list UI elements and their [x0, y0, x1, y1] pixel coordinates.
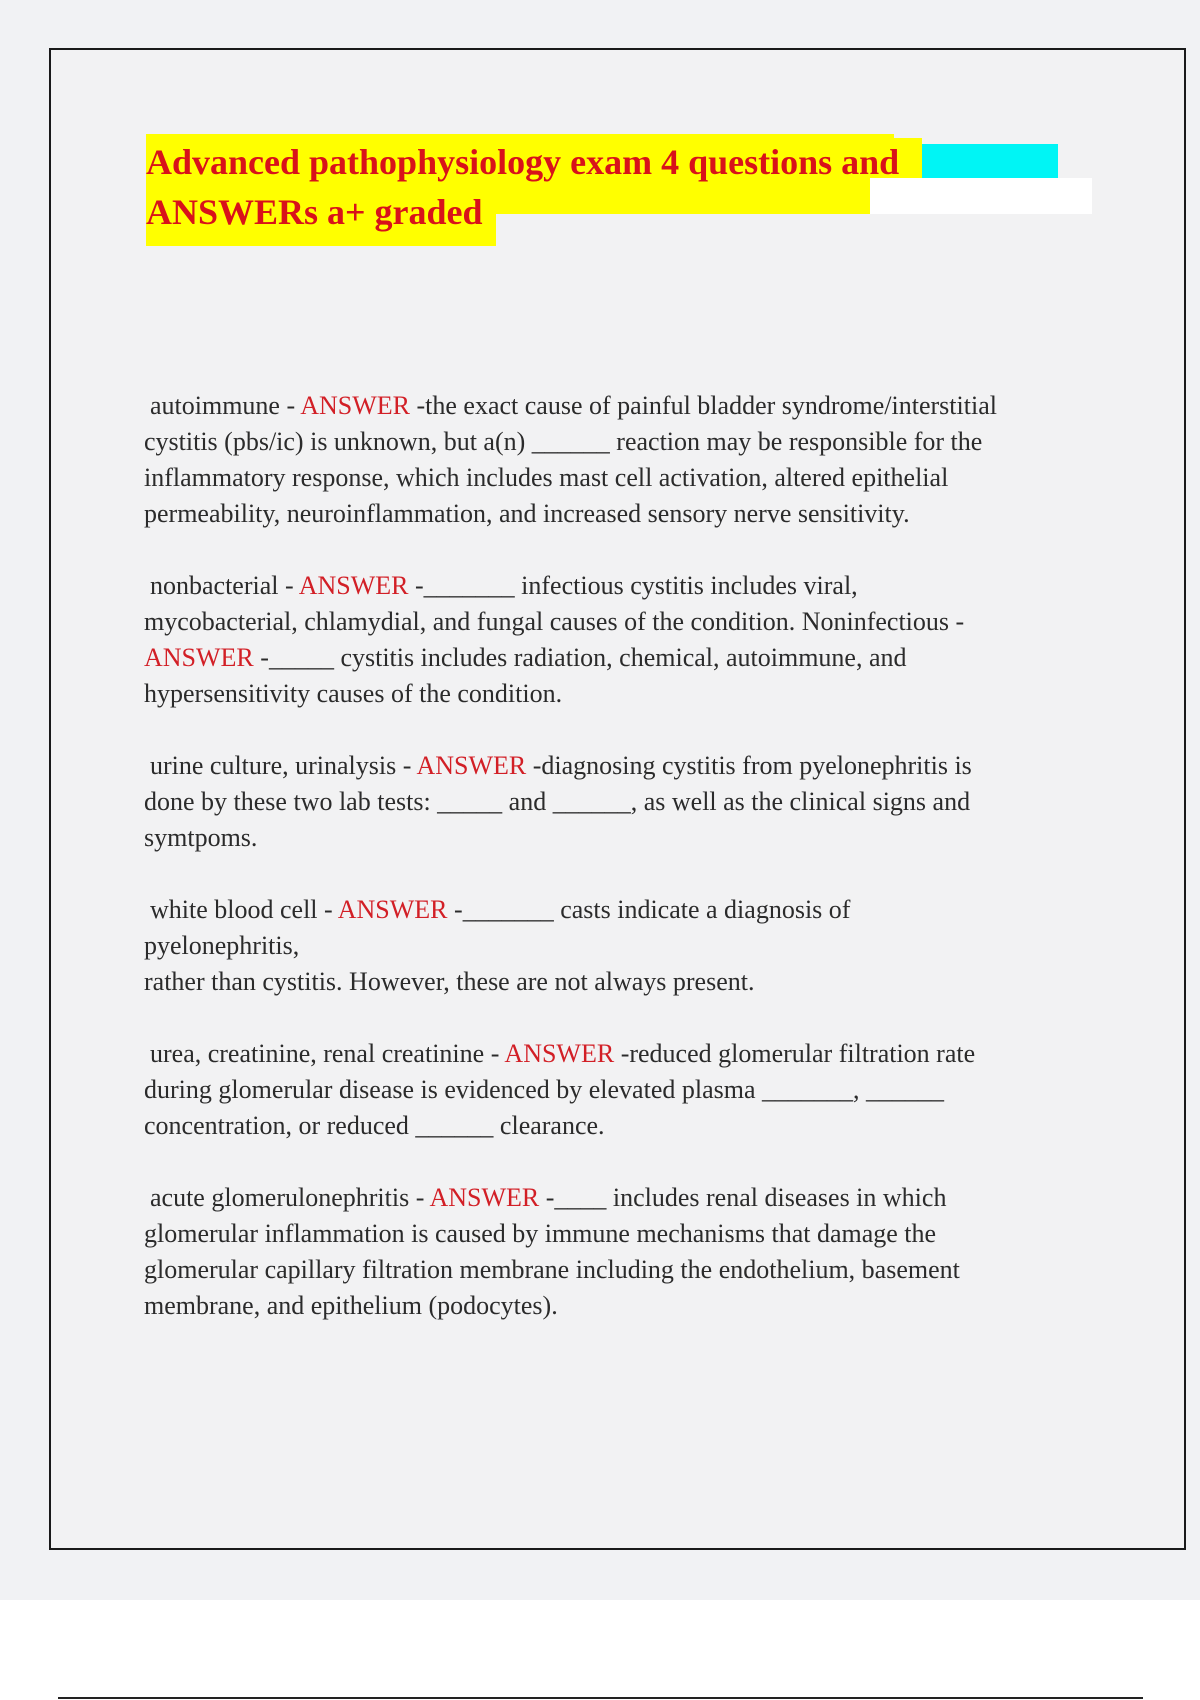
qa-sep: -	[278, 571, 299, 600]
qa-first-line	[144, 1036, 1074, 1072]
qa-text: -diagnosing cystitis from pyelonephritis is	[526, 751, 972, 780]
qa-sep: -	[409, 1183, 430, 1212]
qa-line: done by these two lab tests: _____ and ______, as well as the clinical signs and	[144, 787, 971, 816]
qa-term: acute glomerulonephritis	[150, 1183, 410, 1212]
qa-sep: -	[317, 895, 338, 924]
qa-sep: -	[396, 751, 417, 780]
qa-list	[144, 388, 1074, 1360]
answer-keyword: ANSWER	[300, 391, 410, 420]
qa-item	[144, 1180, 1074, 1324]
qa-item	[144, 568, 1074, 712]
qa-line: glomerular inflammation is caused by immune mechanisms that damage the	[144, 1219, 937, 1248]
answer-keyword: ANSWER	[298, 571, 409, 600]
qa-line: cystitis (pbs/ic) is unknown, but a(n) ______ reaction may be responsible for the	[144, 427, 983, 456]
qa-line: glomerular capillary filtration membrane including the endothelium, basement	[144, 1255, 960, 1284]
qa-first-line	[144, 568, 1074, 604]
answer-keyword: ANSWER	[416, 751, 527, 780]
qa-line	[144, 640, 1074, 676]
qa-first-line	[144, 748, 1074, 784]
qa-line: membrane, and epithelium (podocytes).	[144, 1291, 558, 1320]
qa-text: -_______ casts indicate a diagnosis of	[447, 895, 851, 924]
qa-text: -____ includes renal diseases in which	[539, 1183, 947, 1212]
page-title-line-1: Advanced pathophysiology exam 4 questions and	[146, 142, 900, 182]
qa-item	[144, 892, 1074, 1000]
qa-line: hypersensitivity causes of the condition.	[144, 679, 563, 708]
qa-line: during glomerular disease is evidenced by elevated plasma _______, ______	[144, 1075, 945, 1104]
answer-keyword: ANSWER	[429, 1183, 540, 1212]
qa-term: urine culture, urinalysis	[150, 751, 397, 780]
qa-text: -the exact cause of painful bladder syndrome/interstitial	[410, 391, 997, 420]
title-highlight-white	[870, 178, 1092, 214]
qa-line: symtpoms.	[144, 823, 258, 852]
qa-item	[144, 748, 1074, 856]
qa-line: pyelonephritis,	[144, 931, 300, 960]
qa-line: mycobacterial, chlamydial, and fungal causes of the condition. Noninfectious -	[144, 607, 965, 636]
qa-line: permeability, neuroinflammation, and increased sensory nerve sensitivity.	[144, 499, 910, 528]
page-title-line-2: ANSWERs a+ graded	[146, 192, 483, 232]
qa-first-line	[144, 388, 1074, 424]
qa-text: -_____ cystitis includes radiation, chemical, autoimmune, and	[253, 643, 907, 672]
qa-term: white blood cell	[150, 895, 318, 924]
answer-keyword: ANSWER	[337, 895, 448, 924]
qa-term: urea, creatinine, renal creatinine	[150, 1039, 485, 1068]
qa-item	[144, 1036, 1074, 1144]
qa-term: nonbacterial	[150, 571, 279, 600]
qa-first-line	[144, 1180, 1074, 1216]
qa-first-line	[144, 892, 1074, 928]
answer-keyword: ANSWER	[504, 1039, 615, 1068]
qa-term: autoimmune	[150, 391, 280, 420]
qa-text: -_______ infectious cystitis includes viral,	[408, 571, 858, 600]
answer-keyword: ANSWER	[144, 643, 254, 672]
qa-sep: -	[484, 1039, 505, 1068]
qa-sep: -	[279, 391, 301, 420]
qa-line: rather than cystitis. However, these are not always present.	[144, 967, 755, 996]
qa-text: -reduced glomerular filtration rate	[614, 1039, 976, 1068]
footer-divider	[58, 1697, 1143, 1699]
qa-line: concentration, or reduced ______ clearance.	[144, 1111, 605, 1140]
qa-item	[144, 388, 1074, 532]
qa-line: inflammatory response, which includes mast cell activation, altered epithelial	[144, 463, 949, 492]
